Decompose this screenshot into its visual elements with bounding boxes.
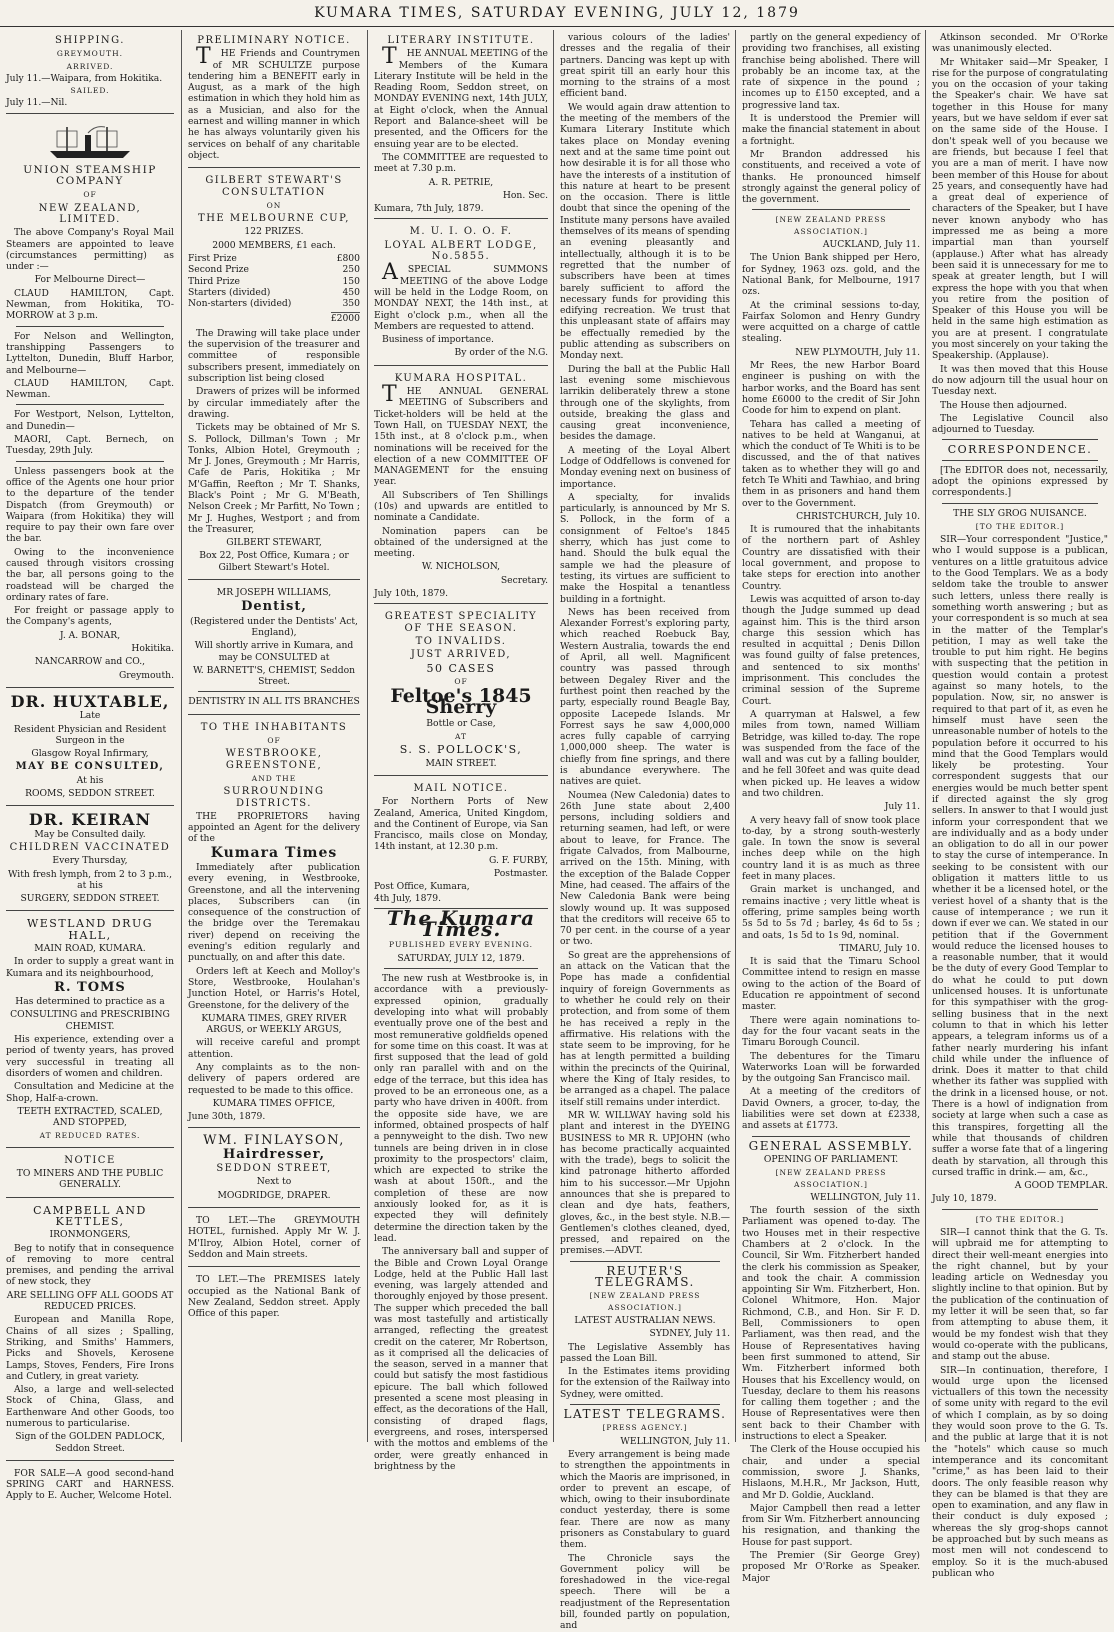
union-subtitle: NEW ZEALAND, LIMITED. <box>38 202 142 225</box>
hospital-ad <box>374 368 548 605</box>
column-rule <box>553 30 554 1442</box>
prize-amount: 250 <box>342 264 360 276</box>
huxtable-line: Resident Physician and Resident Surgeon in the <box>13 723 167 746</box>
sailed-label: SAILED. <box>70 86 110 96</box>
prize-label: Third Prize <box>188 275 240 287</box>
news-p: It is understood the Premier will make the financial statement in about a fortnight. <box>742 113 920 147</box>
sherry-ad <box>374 606 548 776</box>
prize-amount: 450 <box>342 286 360 298</box>
press-association: [NEW ZEALAND PRESS ASSOCIATION.] <box>775 215 887 236</box>
news-p: A specialty, for invalids particularly, is announced by Mr S. S. Pollock, in the form of a consignment of Feltoe's 1845 sherry, which has just come to hand. Should the bulk equal the sample we had the pleasure of testing, its virtues are sufficient to make the Hospital a tenantless building in a fortnight. <box>560 491 730 605</box>
column-rule <box>367 30 368 1442</box>
inhabitants-p3: Orders left at Keech and Molloy's Store, Westbrooke, Houlahan's Junction Hotel, or Harris's Hotel, Greenstone, for the delivery of the <box>188 965 360 1011</box>
gilbert-on: ON <box>266 200 282 210</box>
agent-place: Greymouth. <box>118 669 174 681</box>
mail-ad <box>374 778 548 909</box>
notice-line: TO MINERS AND THE PUBLIC GENERALLY. <box>16 1168 164 1191</box>
column-6 <box>928 30 1112 1579</box>
sherry-line: TO INVALIDS. <box>415 635 507 647</box>
westland-p6: TEETH EXTRACTED, SCALED, AND STOPPED, <box>17 1105 163 1129</box>
finlayson-ad <box>188 1130 360 1208</box>
sherry-line: JUST ARRIVED, <box>410 649 512 661</box>
hospital-p3: Nomination papers can be obtained of the undersigned at the meeting. <box>374 525 548 560</box>
gilbert-ad <box>188 170 360 580</box>
news-p: At a meeting of the creditors of David Owners, a grocer, to-day, the liabilities were set down at £2338, and assets at £1773. <box>742 1086 920 1132</box>
news-p: The debentures for the Timaru Waterworks Loan will be forwarded by the outgoing San Francisco mail. <box>742 1050 920 1085</box>
westland-p5: Consultation and Medicine at the Shop, Half-a-crown. <box>6 1081 174 1104</box>
union-p8: Unless passengers book at the office of the Agents one hour prior to the departure of the tender Dispatch (from Greymouth) or Waipara (from Hokitika) they will require to pay their own fare over the bar. <box>6 465 174 545</box>
letter-date: July 10, 1879. <box>932 1193 997 1205</box>
inhabitants-sign: KUMARA TIMES OFFICE, <box>212 1097 336 1109</box>
news-p: Mr Whitaker said—Mr Speaker, I rise for the purpose of congratulating you on the occasion of your taking the Speaker's chair. We have sat together in this House for many years, but we have seldom if ever sat on the same side of the House. I don't speak well of you because we are friends, but because I feel that you are a man of merit. I have now been member of this House for about 25 years, and consequently have had a great deal of experience of characters of the Speaker, but I have never known anybody who has impressed me as being a more impartial man than yourself (applause.) After what has already been said it is unnecessary for me to speak at greater length, but I will express the hope with you that when you retire from the position of Speaker of this House you will be held in the same high estimation as you are at present. I congratulate you most sincerely on your taking the Speakership. (Applause). <box>932 56 1108 362</box>
dateline: WELLINGTON, July 11. <box>810 1191 920 1203</box>
huxtable-line: MAY BE CONSULTED, <box>15 761 165 773</box>
literary-p2: The COMMITTEE are requested to meet at 7.30 p.m. <box>374 151 548 175</box>
huxtable-line: At his <box>76 774 104 786</box>
gilbert-title: GILBERT STEWART'S CONSULTATION <box>205 175 343 198</box>
finlayson-line: SEDDON STREET, <box>216 1163 332 1175</box>
sailed-text: July 11.—Nil. <box>6 97 68 109</box>
prize-row <box>188 253 360 264</box>
shipping-title: SHIPPING. <box>55 35 125 46</box>
news-p: News has been received from Alexander Forrest's exploring party, which reached Roebuck Bay, Western Australia, towards the end of April, all well. Magnificent country was passed through between Degaley River and the furthest point then reached by the party, especially round Beagle Bay, opposite Lacepede Islands. Mr Forrest says he saw 4,000,000 acres fully capable of carrying 1,000,000 sheep. The water is chiefly from fine springs, and there is abundance everywhere. The natives are quiet. <box>560 606 730 788</box>
prize-total: £2000 <box>330 312 360 324</box>
prelim-ad <box>188 30 360 168</box>
keiran-ad <box>6 808 174 911</box>
divider <box>942 1209 1098 1210</box>
general-assembly-heading: GENERAL ASSEMBLY. <box>748 1138 914 1153</box>
agent-name: NANCARROW and CO., <box>34 656 146 668</box>
inhabitants-date: June 30th, 1879. <box>188 1111 266 1123</box>
keiran-line: SURGERY, SEDDON STREET. <box>20 893 160 905</box>
news-p: There were again nominations to-day for the four vacant seats in the Timaru Borough Council. <box>742 1014 920 1049</box>
prize-row <box>188 287 360 298</box>
westland-name: R. TOMS <box>54 979 126 995</box>
dateline: TIMARU, July 10. <box>839 942 920 954</box>
news-p: We would again draw attention to the meeting of the members of the Kumara Literary Institute which takes place on Monday evening next and at the same time point out how desirable it is for all those who have the interests of a institution of this nature at heart to be present on the occasion. There is little doubt that since the opening of the Institute many persons have availed themselves of its means of spending an evening pleasantly and intellectually, although it is to be regretted that the number of subscribers have been at times barely sufficient to afford the necessary funds for providing this edifying recreation. We trust that this unpleasant state of affairs may be effectually remedied by the public attending as subscribers on Monday next. <box>560 101 730 362</box>
williams-ad <box>188 582 360 715</box>
news-p: The Chronicle says the Government policy will be foreshadowed in the vice-regal speech. There will be a readjustment of the Representation bill, founded partly on population, and <box>560 1552 730 1632</box>
campbell-p1: Beg to notify that in consequence of removing to more central premises, and pending the arrival of new stock, they <box>6 1242 174 1288</box>
prize-amount: 150 <box>342 275 360 287</box>
news-p: A very heavy fall of snow took place to-day, by a strong south-westerly gale. In town the snow is several inches deep while on the high country land it is as much as three feet in many places. <box>742 814 920 883</box>
sherry-line: OF <box>454 676 468 686</box>
news-p: The Premier (Sir George Grey) proposed Mr O'Rorke as Speaker. Major <box>742 1550 920 1584</box>
news-p: In the Estimates items providing for the extension of the Railway into Sydney, were omitted. <box>560 1366 730 1400</box>
prize-amount: 350 <box>342 298 360 310</box>
gilbert-sign: GILBERT STEWART, <box>226 537 322 549</box>
press-association: [NEW ZEALAND PRESS ASSOCIATION.] <box>589 1291 701 1312</box>
williams-line: Will shortly arrive in Kumara, and may be CONSULTED at <box>194 640 354 663</box>
forsale-p1: FOR SALE—A good second-hand SPRING CART and HARNESS. Apply to E. Aucher, Welcome Hotel. <box>6 1467 174 1502</box>
dateline: NEW PLYMOUTH, July 11. <box>795 346 920 358</box>
hospital-p2: All Subscribers of Ten Shillings (10s) and upwards are entitled to nominate a Candidate. <box>374 489 548 524</box>
mail-role: Postmaster. <box>493 868 548 879</box>
to-editor: [TO THE EDITOR.] <box>975 521 1065 531</box>
inhabitants-line: OF <box>267 736 281 746</box>
editorial <box>374 905 548 1472</box>
news-p: It is said that the Timaru School Committee intend to resign en masse owing to the action of the Board of Education re appointment of second master. <box>742 956 920 1013</box>
arrived-text: July 11.—Waipara, from Hokitika. <box>6 72 163 84</box>
finlayson-title: WM. FINLAYSON, <box>203 1132 345 1148</box>
news-p: MR W. WILLWAY having sold his plant and interest in the DYEING BUSINESS to MR R. UPJOHN (who has become practically acquainted with the trade), begs to solicit the kind patronage hitherto afforded him to his successor.—Mr Upjohn announces that she is prepared to clean and dye hats, feathers, gloves, &c., in the best style. N.B.—Gentlemen's clothes cleaned, dyed, pressed, and repaired on the premises.—ADVT. <box>560 1109 730 1257</box>
literary-title: LITERARY INSTITUTE. <box>387 35 535 46</box>
campbell-p4: Also, a large and well-selected Stock of China, Glass, and Earthenware And other Goods, too numerous to particularise. <box>6 1384 174 1429</box>
mail-date: 4th July, 1879. <box>374 892 442 904</box>
inhabitants-ad <box>188 717 360 1128</box>
huxtable-title: DR. HUXTABLE, <box>10 691 170 711</box>
sherry-line: 50 CASES <box>426 661 496 675</box>
news-p: partly on the general expediency of providing two franchises, all existing franchise being abolished. There will probably be an income tax, at the rate of sixpence in the pound ; incomes up to £150 excepted, and a progressive land tax. <box>742 32 920 111</box>
news-p: It was then moved that this House do now adjourn till the usual hour on Tuesday next. <box>932 363 1108 398</box>
literary-date: Kumara, 7th July, 1879. <box>374 203 484 215</box>
divider <box>942 439 1098 440</box>
paper-title: The Kumara Times. <box>386 905 536 942</box>
literary-ad <box>374 30 548 219</box>
news-p: A quarryman at Halswel, a few miles from town, named William Betridge, was killed to-day. The rope was suspended from the face of the wall and was cut by a falling boulder, and he fell 30feet and was quite dead when picked up. He leaves a widow and two children. <box>742 708 920 799</box>
divider <box>570 1404 720 1405</box>
letter-p: SIR—I cannot think that the G. Ts. will upbraid me for attempting to direct their well-meant energies into the right channel, but by your leading article on Wednesday you slightly incline to that opinion. But by the publication of the continuation of my letter it will be seen that, so far from attempting to abuse them, it would be my fondest wish that they would co-operate with the publicans, and stamp out the abuse. <box>932 1226 1108 1363</box>
gilbert-p1: The Drawing will take place under the supervision of the treasurer and committee of responsible subscribers present, immediately on subscription list being closed <box>188 327 360 385</box>
union-steamship-ad <box>6 116 174 688</box>
column-4 <box>556 30 734 1632</box>
editorial-p2: The anniversary ball and supper of the Bible and Crown Loyal Orange Lodge, held at the Public Hall last evening, was largely attended and thoroughly enjoyed by those present. The supper which preceded the ball was most tastefully and artistically arranged, reflecting the greatest credit on the caterer, Mr Robertson, as it comprised all the delicacies of the season, served in a manner that could but satisfy the most fastidious epicure. The ball which followed presented a scene most pleasing in effect, as the decorations of the Hall, consisting of draped flags, evergreens, and roses, interspersed with the mottos and emblems of the order, were greatly enhanced in brightness by the <box>374 1246 548 1472</box>
notice-title: NOTICE <box>64 1154 116 1166</box>
news-p: Atkinson seconded. Mr O'Rorke was unanimously elected. <box>932 32 1108 55</box>
column-rule <box>925 30 926 1442</box>
williams-line: DENTISTRY IN ALL ITS BRANCHES <box>188 696 360 708</box>
column-2 <box>184 30 364 1440</box>
union-of: OF <box>83 190 97 200</box>
shipping-section <box>6 30 174 114</box>
news-p: The Union Bank shipped per Hero, for Sydney, 1963 ozs. gold, and the National Bank, for Melbourne, 1917 ozs. <box>742 252 920 298</box>
hospital-sign: W. NICHOLSON, <box>421 561 501 573</box>
column-rule <box>181 30 182 1442</box>
huxtable-ad <box>6 690 174 806</box>
muioof-ad <box>374 221 548 365</box>
williams-title: Dentist, <box>241 599 307 615</box>
union-p2: For Melbourne Direct— <box>34 274 146 286</box>
news-p: Noumea (New Caledonia) dates to 26th June state about 2,400 persons, including soldiers and returning seamen, had left, or were about to leave, for France. The frigate Calvados, from Malbourne, arrived on the 15th. Mining, with the exception of the Balade Copper Mine, had ceased. The affairs of the New Caledonia Bank were being slowly wound up. It was supposed that the creditors will receive 65 to 70 per cent. in the course of a year or two. <box>560 789 730 948</box>
inhabitants-title: Kumara Times <box>210 844 338 861</box>
westland-p2: Has determined to practice as a <box>15 996 165 1008</box>
letter-sign: A GOOD TEMPLAR. <box>1014 1180 1108 1192</box>
forsale-ad <box>6 1463 174 1508</box>
huxtable-line: Glasgow Royal Infirmary, <box>31 748 149 760</box>
literary-role: Hon. Sec. <box>502 189 548 201</box>
news-p: Mr Rees, the new Harbor Board engineer is pushing on with the harbor works, and the Board has sent home £6000 to the credit of Sir John Coode for him to expend on plant. <box>742 360 920 417</box>
prize-row <box>188 298 360 309</box>
campbell-p3: European and Manilla Rope, Chains of all sizes ; Spalling, Striking, and Smiths' Hammers, Picks and Shovels, Kerosene Lamps, Stoves, Fenders, Fire Irons and Cutlery, in great variety. <box>6 1314 174 1382</box>
hospital-p1: THE ANNUAL GENERAL MEETING of Subscribers and Ticket-holders will be held at the Town Hall, on TUESDAY NEXT, the 15th inst., at 8 o'clock p.m., when nominations will be received for the election of a new COMMITTEE OF MANAGEMENT for the ensuing year. <box>374 382 548 488</box>
editorial-p1: The new rush at Westbrooke is, in accordance with a previously-expressed opinion, gradually developing into what will probably eventually prove one of the best and most remunerative goldfields opened for some time on this coast. It was at first supposed that the lead of gold only ran parallel with and on the edge of the terrace, but this idea has proved to be an erroneous one, as a party who have driven in 400ft. from the opposite side have, we are informed, obtained prospects of half a pennyweight to the dish. Two new tunnels are being driven in in close proximity to the prospectors' claim, which are expected to strike the wash at about 150ft., and the completion of these are now anxiously looked for, as it is expected they will definitely determine the direction taken by the lead. <box>374 973 548 1244</box>
union-p5: CLAUD HAMILTON, Capt. Newman. <box>6 377 174 401</box>
column-1 <box>2 30 178 1502</box>
sherry-title: Feltoe's 1845 Sherry <box>390 685 532 719</box>
hospital-date: July 10th, 1879. <box>374 588 449 600</box>
sherry-line: MAIN STREET. <box>425 757 497 769</box>
news-p: Mr Brandon addressed his constituents, and received a vote of thanks. He pronounced himself strongly against the general policy of the government. <box>742 148 920 206</box>
divider <box>942 503 1098 504</box>
arrived-label: ARRIVED. <box>66 61 114 71</box>
inhabitants-p1: THE PROPRIETORS having appointed an Agent for the delivery of the <box>188 810 360 845</box>
prize-label: Second Prize <box>188 264 249 276</box>
union-p10: For freight or passage apply to the Company's agents, <box>6 605 174 628</box>
news-p: The Legislative Assembly has passed the Loan Bill. <box>560 1341 730 1364</box>
paper-line: PUBLISHED EVERY EVENING. <box>389 940 533 950</box>
news-p: The Legislative Council also adjourned to Tuesday. <box>932 412 1108 436</box>
huxtable-line: Late <box>79 710 101 722</box>
letter-p: SIR—In continuation, therefore, I would urge upon the licensed victuallers of this town the necessity of some unity with regard to the evil of which I complain, as by so doing they would soon prove to the G. Ts. and the public at large that it is not the "hotels" which cause so much intemperance and its concomitant "crime," as has been laid to their doors. The only feasible reason why they can be blamed is that they are open to examination, and any flaw in their conduct is duly exposed ; whereas the sly grog-shops cannot be approached but by such means as most men will not condescend to employ. So it is the much-abused publican who <box>932 1364 1108 1579</box>
union-p6: For Westport, Nelson, Lyttelton, and Dunedin— <box>6 409 174 432</box>
campbell-line: IRONMONGERS, <box>49 1229 131 1241</box>
inhabitants-line: WESTBROOKE, GREENSTONE, <box>225 748 323 771</box>
divider <box>752 1136 910 1137</box>
subheading: LATEST AUSTRALIAN NEWS. <box>574 1314 716 1326</box>
union-p4: For Nelson and Wellington, transhipping Passengers to Lyttelton, Dunedin, Bluff Harbor, and Melbourne— <box>6 330 174 376</box>
literary-p1: THE ANNUAL MEETING of the Members of the Kumara Literary Institute will be held in the Reading Room, Seddon street, on MONDAY EVENING next, 14th JULY, at Eight o'clock, when the Annual Report and Balance-sheet will be presented, and the Officers for the ensuing year are to be elected. <box>374 44 548 150</box>
finlayson-line: MOGDRIDGE, DRAPER. <box>217 1189 331 1201</box>
keiran-line: Every Thursday, <box>52 855 128 867</box>
correspondence-heading: CORRESPONDENCE. <box>947 443 1093 457</box>
divider <box>16 326 164 327</box>
news-p: So great are the apprehensions of an attack on the Vatican that the Pope has made a confidential inquiry of foreign Governments as to whether he could rely on their protection, and from some of them he has received a reply in the affirmative. His relations with the state seem to be improving, for he has at length permitted a building within the precincts of the Quirinal, where the King of Italy resides, to be arranged as a chapel. The palace itself still remains under interdict. <box>560 949 730 1108</box>
divider <box>942 460 1098 461</box>
inhabitants-p4: KUMARA TIMES, GREY RIVER ARGUS, or WEEKLY ARGUS, <box>201 1012 347 1036</box>
williams-line: (Registered under the Dentists' Act, England), <box>190 615 358 638</box>
news-p: The fourth session of the sixth Parliament was opened to-day. The two Houses met in their respective Chambers at 2 o'clock. In the Council, Sir Wm. Fitzherbert handed the clerk his commission as Speaker, and took the chair. A commission appointing Sir Wm. Fitzherbert, Hon. Colonel Whitmore, Hon. Major Richmond, C.B., and Hon. Sir F. D. Bell, Commissioners to open Parliament, was then read, and the House of Representatives having been first summoned to attend, Sir Wm. Fitzherbert informed both Houses that his Excellency would, on Tuesday, declare to them his reasons for calling them together ; and the House of Representatives were then sent back to their Chamber with instructions to elect a Speaker. <box>742 1205 920 1443</box>
gilbert-addr: Box 22, Post Office, Kumara ; or Gilbert Stewart's Hotel. <box>199 550 349 573</box>
huxtable-line: ROOMS, SEDDON STREET. <box>25 788 155 800</box>
letter-heading: THE SLY GROG NUISANCE. <box>953 507 1087 519</box>
tolet-ad <box>188 1210 360 1267</box>
tolet-p1: TO LET.—The GREYMOUTH HOTEL, furnished. Apply Mr W. J. M'Ilroy, Albion Hotel, corner of Seddon and Main streets. <box>188 1215 360 1260</box>
to-editor: [TO THE EDITOR.] <box>975 1214 1065 1224</box>
keiran-line: CHILDREN VACCINATED <box>9 841 171 853</box>
sherry-line: GREATEST SPECIALITY OF THE SEASON. <box>384 611 538 634</box>
westland-p4: His experience, extending over a period of twenty years, has proved very successful in treating all disorders of women and children. <box>6 1034 174 1079</box>
news-p: Grain market is unchanged, and remains inactive ; very little wheat is offering, prime samples being worth 5s 5d to 5s 7d ; barley, 4s 6d to 5s ; and oats, 1s 5d to 1s 9d, nominal. <box>742 884 920 941</box>
union-p1: The above Company's Royal Mail Steamers are appointed to leave (circumstances permitting) as under :— <box>6 227 174 273</box>
keiran-line: May be Consulted daily. <box>34 828 146 840</box>
union-title: UNION STEAMSHIP COMPANY <box>23 163 157 188</box>
finlayson-line: Hairdresser, <box>222 1146 326 1162</box>
muioof-line: LOYAL ALBERT LODGE, No.5855. <box>384 239 538 263</box>
news-p: Tehara has called a meeting of natives to be held at Wanganui, at which the conduct of Te Whiti is to be discussed, and the of that natives taken as to whether they will go and fetch Te Whiti and Tawhiao, and bring them in as prisoners and hand them over to the Government. <box>742 418 920 509</box>
sherry-line: AT <box>454 732 467 742</box>
prize-amount: £800 <box>336 253 360 265</box>
westland-line: MAIN ROAD, KUMARA. <box>34 943 146 954</box>
gilbert-p3: Tickets may be obtained of Mr S. S. Pollock, Dillman's Town ; Mr Tonks, Albion Hotel, Greymouth ; Mr J. Jones, Greymouth ; Mr Harris, Cafe de Paris, Hokitika ; Mr M'Gaffin, Reefton ; Mr T. Shanks, Black's Point ; Mr G. M'Beath, Nelson Creek ; Mr Parfitt, No Town ; Mr J. Hughes, Westport ; and from the Treasurer, <box>188 422 360 535</box>
letter-p: SIR—Your correspondent "Justice," who I would suppose is a publican, ventures on a little gratuitous advice to the Good Templars. We as a body seldom take the trouble to answer such letters, unless there really is something worth answering ; but as your correspondent is so much at sea in the matter of the Templar's petition, I may as well take the trouble to put him right. He begins with suspecting that the petition in question would contain a protest against so many hotels, to the population. Now, sir, no answer is required to that part of it, as even he himself must have seen the unreasonable number of hotels to the population before it occurred to his mind that the Good Templars would likely be protesting. Your correspondent suggests that our energies would be much better spent if directed against the sly grog sellers. In answer to that I would just inform your correspondent that we are individually and as a body under an obligation to do all in our power to stay the curse of intemperance. In seeking to be consistent with our obligation it matters little to us whether it be a licensed hotel, or the veriest hovel of a shanty that is the cause of intemperance ; we run it down if ever we can. We stated in our petition that if the Government would reduce the licensed houses to a reasonable number, that it would be the duty of every Good Templar to do what he could to put down unlicensed houses. It is unfortunate for this sympathiser with the grog-selling business that in the next column to that in which his letter appears, a telegram informs us of a father nearly murdering his infant child while under the influence of drink. Does it matter to that child whether its father was supplied with the drink in a licensed house, or not. There is a howl of indignation from society at large when such a case as this transpires, forgetting all the while that thousands of children suffer a worse fate that of a lingering death by starvation, all through this cursed traffic in drink.— am, &c., <box>932 534 1108 1178</box>
union-p7: MAORI, Capt. Bernech, on Tuesday, 29th July. <box>6 434 174 457</box>
divider <box>16 404 164 405</box>
divider <box>198 691 350 692</box>
sherry-line: S. S. POLLOCK'S, <box>399 743 523 757</box>
hospital-role: Secretary. <box>500 574 548 586</box>
reuter-heading: REUTER'S TELEGRAMS. <box>595 1263 695 1290</box>
news-p: The Clerk of the House occupied his chair, and under a special commission, swore J. Shanks, Hislaons, M.H.R., Mr Jackson, Hutt, and Mr D. Goldie, Auckland. <box>742 1444 920 1501</box>
inhabitants-line: TO THE INHABITANTS <box>200 721 348 733</box>
dateline: AUCKLAND, July 11. <box>822 239 920 251</box>
sherry-line: Bottle or Case, <box>426 717 496 729</box>
union-p3: CLAUD HAMILTON, Capt. Newman, from Hokitika, TO-MORROW at 3 p.m. <box>6 287 174 322</box>
westland-title: WESTLAND DRUG HALL, <box>26 917 154 942</box>
news-p: various colours of the ladies' dresses and the regalia of their partners. Dancing was kept up with great spirit till an early hour this morning to the strains of a most efficient band. <box>560 32 730 100</box>
divider <box>570 1261 720 1262</box>
campbell-p5: Sign of the GOLDEN PADLOCK, Seddon Street. <box>15 1431 165 1454</box>
westland-ad <box>6 913 174 1147</box>
inhabitants-p5: will receive careful and prompt attention. <box>188 1037 360 1060</box>
literary-sign: A. R. PETRIE, <box>428 176 494 188</box>
campbell-ad <box>6 1200 174 1461</box>
muioof-sign: By order of the N.G. <box>454 347 548 359</box>
news-p: The House then adjourned. <box>940 399 1068 411</box>
mail-title: MAIL NOTICE. <box>413 782 509 794</box>
mail-sign: G. F. FURBY, <box>488 854 548 866</box>
westland-p1: In order to supply a great want in Kumara and its neighbourhood, <box>6 956 174 979</box>
mail-p1: For Northern Ports of New Zealand, America, United Kingdom, and the Continent of Europe, via San Francisco, mails close on Monday, 14th instant, at 12.30 p.m. <box>374 796 548 853</box>
keiran-line: With fresh lymph, from 2 to 3 p.m., at his <box>8 868 172 891</box>
campbell-title: CAMPBELL AND KETTLES, <box>33 1203 147 1228</box>
dateline: WELLINGTON, July 11. <box>620 1435 730 1447</box>
prelim-p1: THE Friends and Countrymen of MR SCHULTZE purpose tendering him a BENEFIT early in August, as a mark of the high estimation in which they hold him as as a Musician, and also for the earnest and willing manner in which he has always voluntarily given his services on behalf of any charitable object. <box>188 44 360 161</box>
news-p: At the criminal sessions to-day, Fairfax Solomon and Henry Gundry were acquitted on a charge of cattle stealing. <box>742 299 920 345</box>
steamship-icon <box>45 123 135 161</box>
hospital-title: KUMARA HOSPITAL. <box>394 372 528 384</box>
williams-line: W. BARNETT'S, CHEMIST, Seddon Street. <box>192 664 356 688</box>
dateline: July 11. <box>884 801 920 813</box>
muioof-p1: ASPECIAL SUMMONS MEETING of the above Lodge will be held in the Lodge Room, on MONDAY NEXT, the 14th inst., at Eight o'clock p.m., when all the Members are requested to attend. <box>374 260 548 332</box>
keiran-title: DR. KEIRAN <box>28 810 152 830</box>
divider <box>384 968 538 969</box>
news-p: Major Campbell then read a letter from Sir Wm. Fitzherbert announcing his resignation, and thanking the House for past support. <box>742 1502 920 1548</box>
prize-row <box>188 276 360 287</box>
inhabitants-line: SURROUNDING DISTRICTS. <box>223 786 325 809</box>
prize-label: Starters (divided) <box>188 286 271 298</box>
masthead: KUMARA TIMES, SATURDAY EVENING, JULY 12, 1879 <box>0 0 1114 27</box>
muioof-p2: Business of importance. <box>382 334 494 346</box>
press-agency: [PRESS AGENCY.] <box>602 1423 688 1433</box>
gilbert-line: 122 PRIZES. <box>244 226 304 238</box>
notice-ad <box>6 1150 174 1198</box>
subheading: OPENING OF PARLIAMENT. <box>763 1153 899 1165</box>
divider <box>752 209 910 210</box>
gilbert-line: 2000 MEMBERS, £1 each. <box>212 239 336 251</box>
column-3 <box>370 30 552 1472</box>
prize-row <box>188 264 360 275</box>
mail-p2: Post Office, Kumara, <box>374 881 470 893</box>
prize-label: Non-starters (divided) <box>188 298 292 310</box>
divider <box>16 461 164 462</box>
campbell-p2: ARE SELLING OFF ALL GOODS AT REDUCED PRICES. <box>6 1289 174 1313</box>
inhabitants-p6: Any complaints as to the non-delivery of papers ordered are requested to be made to this office. <box>188 1062 360 1096</box>
column-5 <box>738 30 924 1584</box>
williams-line: MR JOSEPH WILLIAMS, <box>216 587 332 599</box>
news-p: Every arrangement is being made to strengthen the appointments in which the Maoris are imprisoned, in order to prevent an escape, of which, owing to their insubordinate conduct yesterday, there is some fear. There are now as many prisoners as Constabulary to guard them. <box>560 1448 730 1551</box>
tolet-p2: TO LET.—The PREMISES lately occupied as the National Bank of New Zealand, Seddon street. Apply Office of this paper. <box>188 1274 360 1320</box>
editor-note: [The EDITOR does not, necessarily, adopt the opinions expressed by correspondents.] <box>932 464 1108 499</box>
news-p: A meeting of the Loyal Albert Lodge of Oddfellows is convened for Monday evening next on business of importance. <box>560 444 730 490</box>
news-p: It is rumoured that the inhabitants of the northern part of Ashley Country are dissatisfied with their local government, and propose to take steps for erection into another Country. <box>742 524 920 592</box>
gilbert-p2: Drawers of prizes will be informed by circular immediately after the drawing. <box>188 386 360 420</box>
paper-line: SATURDAY, JULY 12, 1879. <box>397 952 525 964</box>
westland-p3: CONSULTING and PRESCRIBING CHEMIST. <box>10 1009 170 1032</box>
muioof-title: M. U. I. O. O. F. <box>409 226 513 238</box>
news-p: During the ball at the Public Hall last evening some mischievous larrikin deliberately threw a stone through one of the skylights, from outside, breaking the glass and causing great inconvenience, besides the damage. <box>560 363 730 443</box>
telegrams-heading: LATEST TELEGRAMS. <box>563 1407 727 1422</box>
news-p: Lewis was acquitted of arson to-day though the Judge summed up dead against him. This is the third arson charge this session which has resulted in acquittal ; Denis Dillon was found guilty of false pretences, and sentenced to six months' imprisonment. This concludes the criminal session of the Supreme Court. <box>742 593 920 707</box>
column-rule <box>735 30 736 1442</box>
prelim-title: PRELIMINARY NOTICE. <box>197 35 351 46</box>
finlayson-line: Next to <box>256 1176 292 1188</box>
press-association: [NEW ZEALAND PRESS ASSOCIATION.] <box>775 1168 887 1189</box>
union-p9: Owing to the inconvenience caused through visitors crossing the bar, all persons going to the roadstead will be charged the ordinary rates of fare. <box>6 546 174 603</box>
inhabitants-p2: Immediately after publication every evening, in Westbrooke, Greenstone, and all the intervening places, Subscribers can (in consequence of the construction of the bridge over the Teremakau river) depend on receiving the evening's edition regularly and punctually, on and after this date. <box>188 862 360 964</box>
prize-label: First Prize <box>188 253 237 265</box>
dateline: SYDNEY, July 11. <box>649 1328 730 1340</box>
dateline: CHRISTCHURCH, July 10. <box>796 510 920 522</box>
inhabitants-line: AND THE <box>251 773 297 783</box>
agent-place: Hokitika. <box>131 643 174 655</box>
westland-p7: AT REDUCED RATES. <box>39 1131 141 1141</box>
agent-name: J. A. BONAR, <box>59 629 121 641</box>
shipping-port: GREYMOUTH. <box>56 49 124 59</box>
tolet-ad <box>188 1269 360 1325</box>
gilbert-line: THE MELBOURNE CUP, <box>198 213 350 225</box>
